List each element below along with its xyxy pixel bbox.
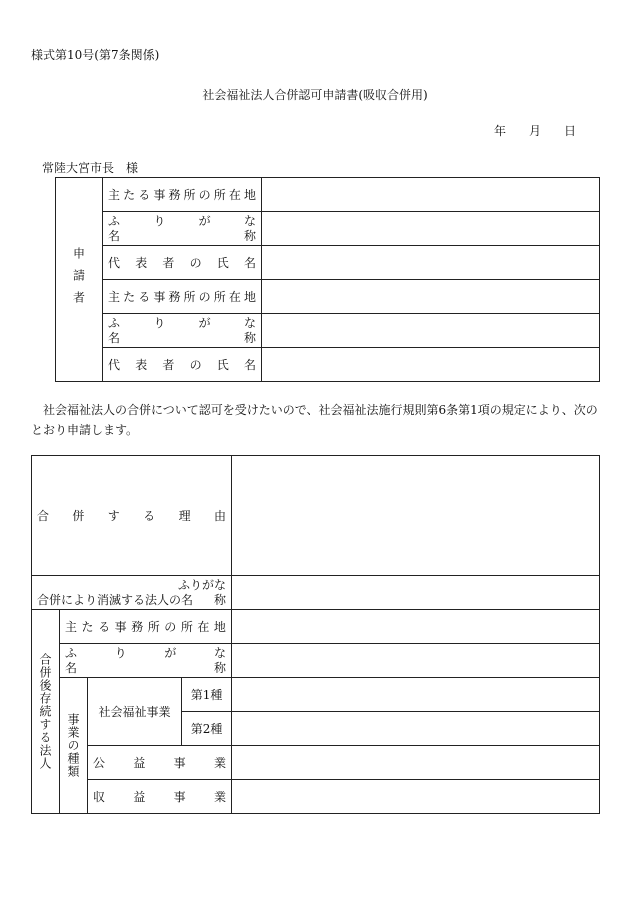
label-char: 所 xyxy=(213,188,226,202)
surviving-address-field[interactable] xyxy=(232,610,600,644)
label-char: 地 xyxy=(243,188,256,202)
label-char: る xyxy=(138,290,151,304)
public-interest-label: 公 益 事 業 xyxy=(93,756,226,770)
label-char: る xyxy=(98,620,111,634)
label-char: 事 xyxy=(153,290,166,304)
document-title: 社会福祉法人合併認可申請書(吸収合併用) xyxy=(202,88,428,102)
social-welfare-cell xyxy=(88,678,182,746)
label-char: 所 xyxy=(147,620,160,634)
label-text: 合併により消滅する法人の名 xyxy=(37,592,194,607)
form-number: 様式第10号(第7条関係) xyxy=(31,48,160,62)
applicant-address-label-1 xyxy=(103,186,261,203)
applicant-name-label-cell-1 xyxy=(103,212,262,246)
class1-label-cell xyxy=(182,678,232,712)
name-label: 名 称 xyxy=(108,228,256,243)
label-char: る xyxy=(138,188,151,202)
surviving-name-label-cell xyxy=(60,644,232,678)
surviving-group-cell xyxy=(32,610,60,814)
profit-label: 収 益 事 業 xyxy=(93,790,226,804)
public-interest-field[interactable] xyxy=(232,746,600,780)
applicant-representative-label-cell-1 xyxy=(103,246,262,280)
label-char: の xyxy=(198,290,211,304)
applicant-address-field-2[interactable] xyxy=(262,280,600,314)
applicant-name-field-2[interactable] xyxy=(262,314,600,348)
label-char: 主 xyxy=(108,290,121,304)
representative-label: 代 表 者 の 氏 名 xyxy=(108,358,256,372)
applicant-table xyxy=(55,177,600,382)
furigana-label: ふ り が な xyxy=(65,645,227,660)
applicant-address-label-2 xyxy=(103,288,261,305)
applicant-name-field-1[interactable] xyxy=(262,212,600,246)
class1-field[interactable] xyxy=(232,678,600,712)
applicant-address-label-cell-2 xyxy=(103,280,262,314)
label-char: 所 xyxy=(213,290,226,304)
business-types-cell xyxy=(60,678,88,814)
merger-table xyxy=(31,455,600,814)
reason-label-cell xyxy=(32,456,232,576)
label-char: 務 xyxy=(168,188,181,202)
applicant-group-label: 申請者 xyxy=(71,246,86,313)
label-char: 在 xyxy=(228,188,241,202)
applicant-representative-field-1[interactable] xyxy=(262,246,600,280)
applicant-address-label-cell-1 xyxy=(103,178,262,212)
label-text: 称 xyxy=(214,592,227,607)
furigana-label: ふ り が な xyxy=(108,213,256,228)
surviving-group-label: 合併後存続する法人 xyxy=(38,653,52,770)
applicant-representative-field-2[interactable] xyxy=(262,348,600,382)
date-year-label: 年 xyxy=(494,124,507,138)
label-char: た xyxy=(81,620,94,634)
name-label: 名 称 xyxy=(108,330,256,345)
class2-label-cell xyxy=(182,712,232,746)
dissolved-furigana: ふりがな xyxy=(178,577,227,592)
class2-label: 第2種 xyxy=(190,722,223,736)
class1-label: 第1種 xyxy=(190,688,223,702)
date-day-label: 日 xyxy=(564,124,577,138)
label-char: 主 xyxy=(65,620,78,634)
label-char: 事 xyxy=(114,620,127,634)
statement-text: 社会福祉法人の合併について認可を受けたいので、社会福祉法施行規則第6条第1項の規定により、次のとおり申請します。 xyxy=(31,403,598,437)
label-char: 地 xyxy=(243,290,256,304)
profit-label-cell xyxy=(88,780,232,814)
label-char: の xyxy=(198,188,211,202)
label-char: 所 xyxy=(183,290,196,304)
label-char: た xyxy=(123,290,136,304)
public-interest-label-cell xyxy=(88,746,232,780)
dissolved-name-label xyxy=(37,593,226,608)
representative-label: 代 表 者 の 氏 名 xyxy=(108,256,256,270)
label-char: 主 xyxy=(108,188,121,202)
label-char: 事 xyxy=(153,188,166,202)
name-label: 名 称 xyxy=(65,660,227,675)
reason-label: 合 併 す る 理 由 xyxy=(37,509,226,523)
class2-field[interactable] xyxy=(232,712,600,746)
label-char: 在 xyxy=(228,290,241,304)
label-char: 所 xyxy=(180,620,193,634)
label-char: た xyxy=(123,188,136,202)
business-types-label: 事業の種類 xyxy=(66,713,80,778)
surviving-address-label-cell xyxy=(60,610,232,644)
label-char: 務 xyxy=(131,620,144,634)
label-char: の xyxy=(164,620,177,634)
label-char: 在 xyxy=(197,620,210,634)
applicant-name-label-cell-2 xyxy=(103,314,262,348)
applicant-address-field-1[interactable] xyxy=(262,178,600,212)
applicant-representative-label-cell-2 xyxy=(103,348,262,382)
surviving-address-label xyxy=(60,618,231,635)
furigana-label: ふ り が な xyxy=(108,315,256,330)
profit-field[interactable] xyxy=(232,780,600,814)
applicant-group-cell xyxy=(56,178,103,382)
addressee: 常陸大宮市長 様 xyxy=(42,161,139,175)
reason-field[interactable] xyxy=(232,456,600,576)
label-char: 務 xyxy=(168,290,181,304)
label-char: 所 xyxy=(183,188,196,202)
label-char: 地 xyxy=(213,620,226,634)
dissolved-name-field[interactable] xyxy=(232,576,600,610)
dissolved-label-cell xyxy=(32,576,232,610)
social-welfare-label: 社会福祉事業 xyxy=(98,705,171,719)
surviving-name-field[interactable] xyxy=(232,644,600,678)
date-month-label: 月 xyxy=(529,124,542,138)
